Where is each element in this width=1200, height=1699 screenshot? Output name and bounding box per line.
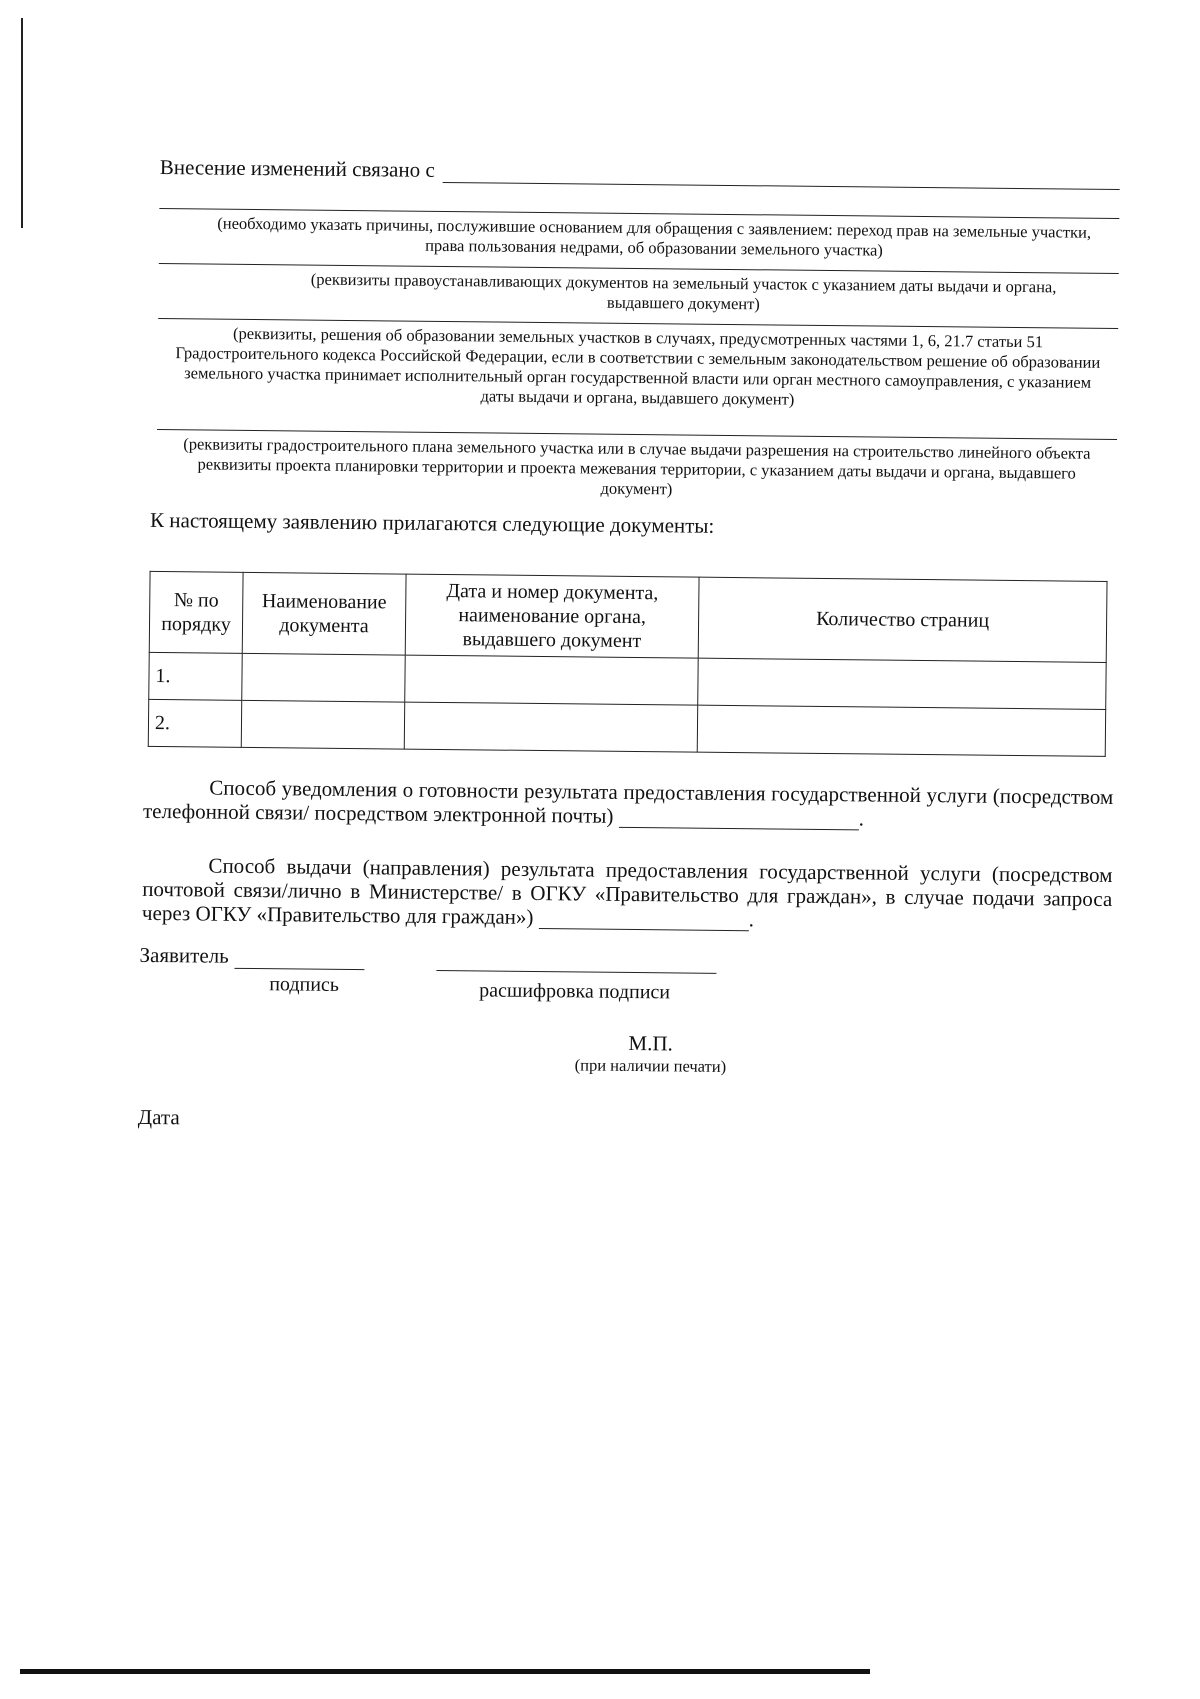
table-header-row <box>149 571 1107 662</box>
delivery-method <box>142 853 1113 935</box>
delivery-method-field[interactable] <box>539 910 749 931</box>
hint-urban-plan: (реквизиты градостроительного плана земельного участка или в случае выдачи разрешения на строительство линейного объекта реквизиты проекта планировки территории и проекта межевания территории, с указанием даты выдачи и органа, выдавшего документ) <box>183 434 1091 499</box>
hint-reasons: (необходимо указать причины, послужившие основанием для обращения с заявлением: переход прав на земельные участки, права пользования недрами, об образовании земельного участка) <box>217 213 1092 260</box>
attachments-intro: К настоящему заявлению прилагаются следующие документы: <box>150 507 715 538</box>
indent <box>143 794 209 795</box>
col-name-header: Наименование документа <box>242 572 406 655</box>
applicant-label: Заявитель <box>139 942 229 968</box>
attachments-table <box>148 571 1108 757</box>
signature-field[interactable] <box>235 950 365 970</box>
date-label: Дата <box>137 1104 180 1130</box>
signature-decode-caption: расшифровка подписи <box>479 979 671 1004</box>
document-date-cell[interactable] <box>405 655 698 705</box>
document-name-cell[interactable] <box>242 653 405 702</box>
change-reason-label: Внесение изменений связано с <box>159 154 435 182</box>
delivery-text: Способ выдачи (направления) результата предоставления государственной услуги (посредством почтовой связи/лично в Министерстве/ в ОГКУ «Правительство для граждан», в случае подачи запроса через ОГКУ «Правительство для граждан») <box>141 853 1113 929</box>
page-count-cell[interactable] <box>697 705 1105 756</box>
stamp-note: (при наличии печати) <box>574 1055 727 1076</box>
col-pages-header: Количество страниц <box>698 577 1107 662</box>
hint-land-formation-decision: (реквизиты, решения об образовании земельных участков в случаях, предусмотренных частями 1, 6, 21.7 статьи 51 Градостроительного кодекса Российской Федерации, если в соответствии с земельным законодательством решение об образовании земельного участка принимает исполнительный орган государственной власти или орган местного самоуправления, с указанием даты выдачи и органа, выдавшего документ) <box>175 323 1101 409</box>
scan-edge-bottom <box>20 1669 870 1674</box>
table-row <box>148 699 1105 756</box>
delivery-end: . <box>748 907 755 932</box>
change-reason-field[interactable] <box>443 162 1120 190</box>
scan-edge-left <box>21 18 23 228</box>
signature-caption: подпись <box>269 973 340 996</box>
row-number: 1. <box>149 652 242 700</box>
row-number: 2. <box>148 699 241 747</box>
notification-end: . <box>858 806 865 831</box>
notification-text: Способ уведомления о готовности результата предоставления государственной услуги (посредством телефонной связи/ посредством электронной почты) <box>142 775 1114 828</box>
col-date-number-header: Дата и номер документа, наименование органа, выдавшего документ <box>405 574 699 658</box>
change-reason-row <box>160 150 1120 190</box>
notification-method <box>143 775 1113 833</box>
hint-title-documents: (реквизиты правоустанавливающих документов на земельный участок с указанием даты выдачи и органа, выдавшего документ) <box>310 269 1057 314</box>
indent <box>142 872 208 873</box>
application-form-page <box>137 150 1120 1140</box>
col-number-header: № по порядку <box>149 571 243 653</box>
document-date-cell[interactable] <box>404 702 697 752</box>
page-count-cell[interactable] <box>698 658 1106 709</box>
stamp-label: М.П. <box>628 1030 673 1056</box>
notification-method-field[interactable] <box>619 809 859 831</box>
document-name-cell[interactable] <box>241 700 404 749</box>
